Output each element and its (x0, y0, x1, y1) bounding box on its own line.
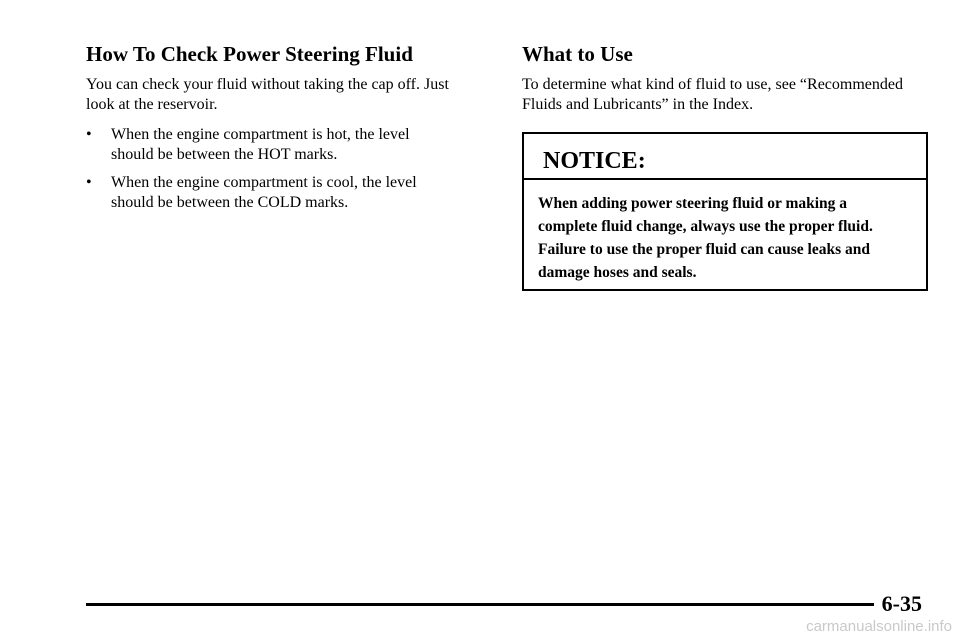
notice-text: When adding power steering fluid or making a complete fluid change, always use the proper fluid. Failure to use the proper fluid can cause leaks and damage hoses and seals. (538, 195, 873, 281)
check-fluid-bullet-list (86, 125, 476, 213)
notice-header (524, 134, 926, 180)
check-fluid-intro: You can check your fluid without taking the cap off. Just look at the reservoir. (86, 76, 449, 113)
list-item (86, 173, 456, 213)
bullet-icon: • (86, 174, 92, 191)
right-column (522, 42, 930, 115)
page-number: 6-35 (881, 591, 922, 616)
watermark: carmanualsonline.info (806, 618, 952, 635)
bullet-text: When the engine compartment is hot, the level should be between the HOT marks. (111, 126, 410, 163)
section-heading-what-to-use: What to Use (522, 42, 633, 66)
list-item (86, 125, 456, 165)
section-heading-check-fluid: How To Check Power Steering Fluid (86, 42, 413, 66)
bullet-text: When the engine compartment is cool, the level should be between the COLD marks. (111, 174, 417, 211)
what-to-use-intro: To determine what kind of fluid to use, see “Recommended Fluids and Lubricants” in the Index. (522, 76, 903, 113)
notice-body (524, 180, 926, 284)
footer-rule (86, 603, 874, 606)
bullet-icon: • (86, 126, 92, 143)
notice-box (522, 132, 928, 291)
left-column (86, 42, 476, 221)
notice-title: NOTICE: (543, 148, 646, 174)
